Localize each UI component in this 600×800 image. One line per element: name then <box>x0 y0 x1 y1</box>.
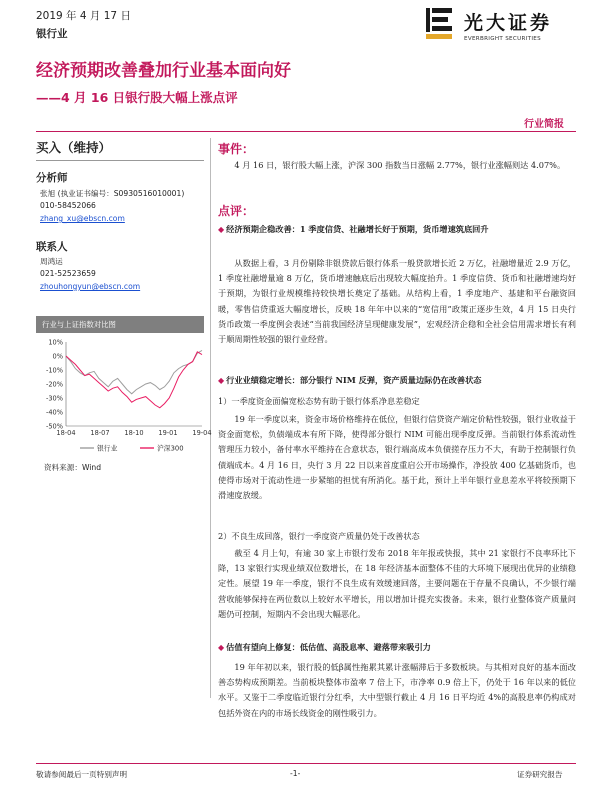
bullet-performance <box>218 373 578 387</box>
event-heading: 事件： <box>218 142 255 156</box>
x-tick-label: 19-01 <box>158 429 178 437</box>
bullet-performance-text: 行业业绩稳定增长：部分银行 NIM 反弹，资产质量边际仍在改善状态 <box>226 375 482 385</box>
contact-name: 周鸿运 <box>40 257 63 266</box>
y-tick-label: -30% <box>45 394 63 403</box>
y-tick-label: -20% <box>45 380 63 389</box>
legend-label: 沪深300 <box>157 444 184 453</box>
y-tick-label: -10% <box>45 366 63 375</box>
chart-title: 行业与上证指数对比图 <box>36 316 204 333</box>
diamond-bullet-icon: ◆ <box>218 642 225 652</box>
x-tick-label: 18-10 <box>124 429 144 437</box>
contact-email-link[interactable]: zhouhongyun@ebscn.com <box>40 282 141 291</box>
report-type: 行业简报 <box>524 119 564 130</box>
x-tick-label: 18-04 <box>56 429 76 437</box>
report-date: 2019 年 4 月 17 日 <box>36 10 131 22</box>
contact-phone: 021-52523659 <box>40 269 96 278</box>
industry-label: 银行业 <box>36 28 68 40</box>
page-number: -1- <box>290 769 301 778</box>
y-tick-label: 0% <box>52 352 63 361</box>
report-subtitle: ——4 月 16 日银行股大幅上涨点评 <box>36 90 238 105</box>
legend-label: 银行业 <box>97 444 118 453</box>
bullet-economy-text: 经济预期企稳改善：1 季度信贷、社融增长好于预期，货币增速筑底回升 <box>226 224 489 234</box>
title-divider <box>36 131 576 132</box>
series-line-2 <box>66 352 202 408</box>
logo-name: 光大证券 <box>464 12 553 34</box>
paragraph-liquidity: 19 年一季度以来，资金市场价格维持在低位，但银行信贷资产端定价粘性较强，银行业收益于资金面宽松，负债端成本有所下降，使得部分银行 NIM 可能出现季度反弹。当前银行体系流动性管理压力较小，备付率水平维持在合意状态，银行端高成本负债搓存压力不大，有助于控制银行负债端成本。4 月 16 日，央行 3 月 22 日以来首度重启公开市场操作，净投放 400 亿基础货币，也使得市场对于流动性进一步紧缩的担忧有所消化。基于此，预计上半年银行业息差水平将较预期下滑速度放缓。 <box>218 414 576 501</box>
logo-subtitle: EVERBRIGHT SECURITIES <box>464 36 541 42</box>
footer-label: 证券研究报告 <box>517 770 563 779</box>
comparison-line-chart <box>36 336 212 460</box>
footer-disclaimer: 敬请参阅最后一页特别声明 <box>36 770 128 779</box>
analyst-email-link[interactable]: zhang_xu@ebscn.com <box>40 214 125 223</box>
x-tick-label: 18-07 <box>90 429 110 437</box>
diamond-bullet-icon: ◆ <box>218 224 225 234</box>
chart-source: 资料来源：Wind <box>44 463 102 472</box>
bullet-valuation-text: 估值有望向上修复：低估值、高股息率、避落带来吸引力 <box>226 642 431 652</box>
paragraph-economy: 从数据上看，3 月份剔除非银贷款后银行体系一般贷款增长近 2 万亿，社融增量近 2.9 万亿，1 季度社融增量逾 8 万亿，货币增速触底后出现较大幅度抬升。1 季度信贷、货币和社融增速均好于预期，为银行业规模维持较快增长奠定了基础。从结构上看，1 季度地产、基建和平台融资回暖，零售信贷重返大幅度增长，反映 18 年年中以来的“宽信用”政策正逐步生效，4 月 15 日央行货币政策一季度例会表述“当前我国经济呈现健康发展”，宏观经济企稳和全社会信用需求增长有利于顺周期性较强的银行业经营。 <box>218 258 576 345</box>
rating-divider <box>36 160 204 161</box>
event-text: 4 月 16 日，银行股大幅上涨，沪深 300 指数当日涨幅 2.77%，银行业涨幅则达 4.07%。 <box>234 160 566 170</box>
rating: 买入（维持） <box>36 140 112 155</box>
paragraph-valuation: 19 年年初以来，银行股的低β属性拖累其累计涨幅滞后于多数板块。与其相对良好的基本面改善态势构成预期差。当前板块整体市盈率 7 倍上下，市净率 0.9 倍上下，仍处于 16 年以来的低位水平。又鉴于二季度临近银行分红季，大中型银行截止 4 月 16 日平均近 4%的高股息率仍构成对包括外资在内的市场长线资金的刚性吸引力。 <box>218 662 576 718</box>
contact-heading: 联系人 <box>36 241 68 253</box>
y-tick-label: -40% <box>45 408 63 417</box>
paragraph-asset-quality: 截至 4 月上旬，有逾 30 家上市银行发布 2018 年年报或快报，其中 21 家银行不良率环比下降，13 家银行实现业绩双位数增长，在 18 年经济基本面整体不佳的大环境下展现出优异的业绩稳定性。展望 19 年一季度，银行不良生成有效缓速回落，主要问题在于存量不良确认，不少银行端营收能够保持在两位数以上较好水平增长，用以增加计提充实拨备。未来，银行业整体资产质量问题仍可控制，短期内不会出现大幅恶化。 <box>218 548 576 619</box>
analyst-name: 张旭 (执业证书编号：S0930516010001) <box>40 189 185 198</box>
analyst-phone: 010-58452066 <box>40 201 96 210</box>
diamond-bullet-icon: ◆ <box>218 375 225 385</box>
column-divider <box>210 138 211 698</box>
bullet-economy <box>218 222 578 236</box>
y-tick-label: -50% <box>45 422 63 431</box>
footer-divider <box>36 763 576 764</box>
analyst-heading: 分析师 <box>36 172 68 184</box>
subpoint-asset-quality: 2）不良生成回落，银行一季度资产质量仍处于改善状态 <box>218 531 420 541</box>
x-tick-label: 19-04 <box>192 429 212 437</box>
comment-heading: 点评： <box>218 204 255 218</box>
y-tick-label: 10% <box>48 338 63 347</box>
report-title: 经济预期改善叠加行业基本面向好 <box>36 61 291 81</box>
subpoint-liquidity: 1）一季度资金面偏宽松态势有助于银行体系净息差稳定 <box>218 396 420 406</box>
bullet-valuation <box>218 640 578 654</box>
